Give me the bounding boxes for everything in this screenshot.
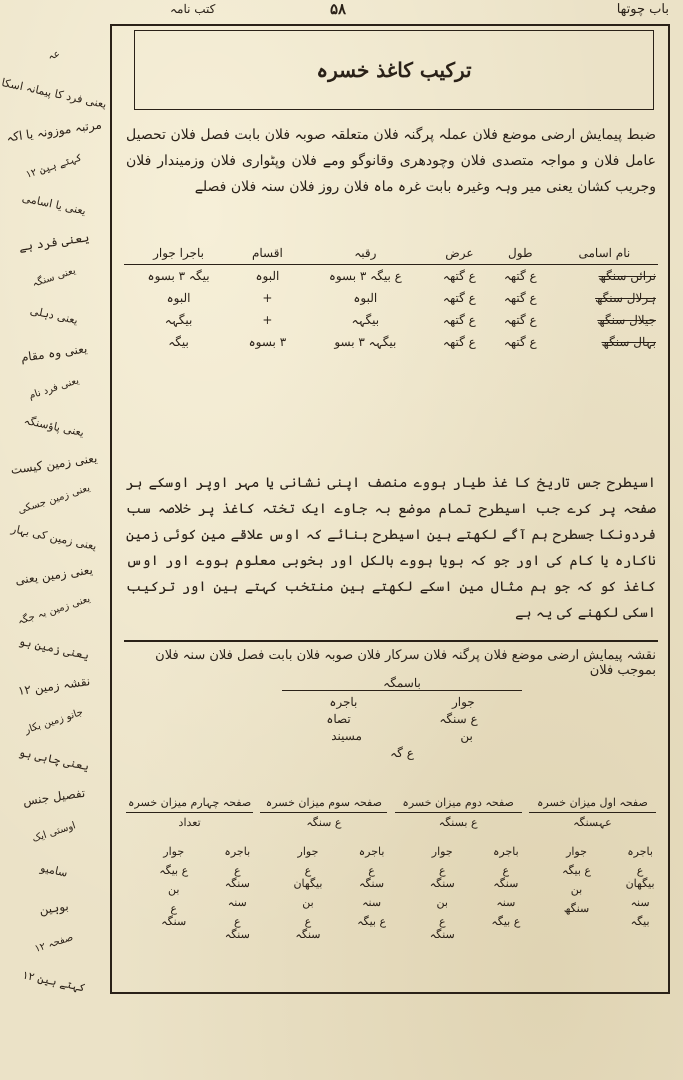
margin-note: یعنی زمین ہو — [17, 634, 91, 663]
page-header — [0, 0, 683, 22]
table-cell: ع گتھہ — [442, 335, 476, 349]
header-book-title: کتب نامہ — [170, 2, 216, 16]
table-cell: ع بیگہ ۳ بسوہ — [328, 269, 402, 283]
summary-cell: تصاہ — [326, 712, 351, 726]
table-cell: البوہ — [255, 269, 280, 283]
margin-note: تفصیل جنس — [21, 785, 87, 809]
summary-row — [282, 712, 522, 726]
body-paragraph: اسیطرح جس تاریخ کا غذ طیار ہووے منصف اپنی نشانی یا مہر اوپر اوسکے ہر صفحہ پر کرے جب اسیطرح تمام موضع بہ جاوے ایک تختہ کاغذ پر خلاصہ سب فردونکا جسطرح ہم آگے لکھتے ہین اسیطرح بنائے کہ اوس علاقے مین کوئی زمین ناکارہ یا کام کی اور جو کہ بویا ہووے بالکل اور بخوبی معلوم ہووے اور اوس کاغذ کو کہ جو ہم مثال مین اسکے لکھتے ہین منتخب کہتے ہین اور ترکیب اسکی لکھنے کی یہ ہے — [126, 475, 656, 621]
table-header: نام اسامی — [551, 242, 658, 265]
section-divider — [124, 640, 658, 642]
table-cell: البوہ — [353, 291, 378, 305]
totals-cell: باجرہ — [358, 845, 385, 858]
totals-cell: ع بیگھان — [625, 864, 655, 890]
margin-note: یعنی زمین یعنی — [14, 562, 94, 588]
margin-note: یعنی فرد نام — [27, 375, 81, 402]
margin-note: جانو زمین بکار — [23, 706, 85, 737]
table-cell: ع گتھہ — [442, 291, 476, 305]
totals-cell: ع سنگہ — [224, 915, 250, 941]
table-row — [124, 287, 658, 309]
margin-notes — [2, 30, 106, 1030]
title-box — [134, 30, 654, 110]
summary-block — [282, 676, 522, 763]
header-page-number: ۵۸ — [330, 0, 347, 18]
totals-cell: جوار — [431, 845, 453, 858]
margin-note: کہتے ہین ۱۲ — [24, 152, 84, 181]
row-name: بہال سنگھ — [601, 335, 656, 349]
totals-cell: بیگہ — [630, 915, 650, 928]
totals-cell: سنگھ — [563, 902, 590, 915]
table-cell: ع گتھہ — [503, 335, 537, 349]
totals-cell: ع بیگہ — [562, 864, 591, 877]
summary-cell: جوار — [451, 695, 475, 709]
margin-note: یعنی زمین کی بہار — [10, 522, 98, 553]
totals-cell: باجرہ — [492, 845, 519, 858]
totals-column-sub: عہسنگہ — [573, 816, 612, 829]
table-cell: ع گتھہ — [503, 313, 537, 327]
totals-cell: بن — [436, 896, 448, 909]
row-name: نرائن سنگھ — [598, 269, 656, 283]
margin-note: صفحہ ۱۲ — [33, 932, 75, 955]
table-header: اقسام — [233, 242, 302, 265]
table-row — [124, 265, 658, 288]
totals-column-sub: تعداد — [178, 816, 201, 829]
totals-column-head: صفحہ سوم میزان خسرہ — [260, 796, 387, 813]
summary-cell: ع سنگہ — [439, 712, 478, 726]
table-cell: بیگہہ — [351, 313, 380, 327]
margin-note: بوہین — [38, 899, 70, 917]
totals-cell: جوار — [566, 845, 587, 858]
summary-heading: نقشہ پیمایش ارضی موضع فلان پرگنہ فلان سرکار فلان صوبہ فلان بابت فصل فلان سنہ فلان بموجب فلان — [155, 648, 656, 678]
margin-note: اوستی ایک — [30, 820, 78, 845]
summary-cell: باجرہ — [329, 695, 358, 709]
totals-cell: سنہ — [496, 896, 516, 909]
margin-note: یعنی فرد ہے — [17, 230, 91, 254]
table-cell: بیگہ — [168, 335, 189, 349]
intro-paragraph: ضبط پیمایش ارضی موضع فلان عملہ پرگنہ فلان متعلقہ صوبہ فلان بابت فصل فلان تحصیل عامل فلان و مواجہ متصدی فلان وچودھری وقانوگو ومے فلان وپٹواری فلان وزمیندار فلان وجریب کشان یعنی میر وہہ وغیرہ بابت غرہ ماہ فلان روز فلان سنہ فلان فصلے — [126, 127, 656, 195]
totals-cell: ع سنگہ — [224, 864, 250, 890]
totals-cell: بن — [570, 883, 583, 896]
table-cell: ع گتھہ — [503, 269, 537, 283]
totals-cell: ع بیگہ — [491, 915, 521, 928]
totals-column-head: صفحہ اول میزان خسرہ — [529, 796, 656, 813]
margin-note: مرتبہ موزونہ یا اکہ — [5, 117, 103, 145]
margin-note: نقشہ زمین ۱۲ — [17, 674, 91, 698]
table-header-row — [124, 242, 658, 265]
totals-column — [260, 796, 387, 947]
margin-note: یعنی یا اسامی — [20, 191, 88, 218]
margin-note: یعنی فرد کا پیمانہ اسکا — [0, 76, 108, 111]
document-title: ترکیب کاغذ خسرہ — [316, 58, 472, 82]
totals-cell: بن — [167, 883, 180, 896]
document-frame — [110, 24, 670, 994]
summary-cell: ع گہ — [390, 746, 414, 760]
totals-cell: سنہ — [362, 896, 382, 909]
totals-cell: ع سنگہ — [295, 915, 321, 941]
table-header: عرض — [429, 242, 490, 265]
summary-row — [282, 695, 522, 709]
table-cell: بیگہہ — [164, 313, 193, 327]
margin-note: یعنی زمین کیست — [9, 451, 99, 477]
totals-cell: جوار — [163, 845, 185, 858]
table-cell: ع گتھہ — [442, 269, 476, 283]
totals-cell: ع سنگہ — [359, 864, 385, 890]
row-name: ہرلال سنگھ — [595, 291, 656, 305]
table-header: رقبہ — [302, 242, 429, 265]
summary-row — [282, 746, 522, 760]
page-totals-table — [126, 796, 656, 947]
totals-cell: ع بیگہ — [159, 864, 189, 877]
table-row — [124, 309, 658, 331]
margin-note: یعنی سنگہ — [30, 265, 78, 290]
totals-column — [529, 796, 656, 947]
margin-note: یعنی پاؤسنگہ — [22, 413, 86, 440]
table-row — [124, 331, 658, 353]
summary-cell: مسیند — [331, 729, 362, 743]
totals-cell: باجرہ — [224, 845, 251, 858]
summary-row — [282, 729, 522, 743]
summary-cell: بن — [460, 729, 473, 743]
totals-cell: ع سنگہ — [493, 864, 519, 890]
table-header: طول — [490, 242, 551, 265]
summary-block-header: باسمگہ — [282, 676, 522, 691]
table-cell: بیگہ ۳ بسوہ — [147, 269, 210, 283]
table-header: باجرا جوار — [124, 242, 233, 265]
totals-column-sub: ع سنگہ — [306, 816, 342, 829]
totals-cell: ع سنگہ — [161, 902, 187, 928]
table-cell: ع گتھہ — [503, 291, 537, 305]
table-cell: + — [262, 291, 273, 305]
table-cell: ع گتھہ — [442, 313, 476, 327]
totals-cell: سنہ — [227, 896, 247, 909]
margin-note: یعنی وہ مقام — [19, 341, 89, 365]
totals-column-head: صفحہ چہارم میزان خسرہ — [126, 796, 253, 813]
totals-column-head: صفحہ دوم میزان خسرہ — [395, 796, 522, 813]
totals-column — [126, 796, 253, 947]
margin-note: سامیو — [39, 861, 69, 880]
totals-cell: باجرہ — [627, 845, 653, 858]
totals-column-sub: ع بسنگہ — [438, 816, 478, 829]
totals-cell: ع سنگہ — [429, 864, 455, 890]
row-name: جیلال سنگھ — [597, 313, 656, 327]
margin-note: یعنی دہلی — [28, 304, 80, 327]
margin-note: عہ — [46, 48, 62, 63]
table-cell: + — [262, 313, 273, 327]
header-chapter: باب چوتھا — [616, 2, 669, 17]
totals-cell: جوار — [297, 845, 319, 858]
totals-cell: ع بیگہ — [357, 915, 387, 928]
totals-cell: ع بیگھان — [293, 864, 323, 890]
margin-note: یعنی زمین بہ جگہ — [16, 593, 92, 628]
table-cell: بیگہہ ۳ بسو — [334, 335, 397, 349]
totals-cell: سنہ — [630, 896, 650, 909]
measurement-table — [124, 242, 658, 462]
totals-column — [395, 796, 522, 947]
margin-note: یعنی چاہی ہو — [17, 745, 91, 774]
totals-cell: ع سنگہ — [429, 915, 455, 941]
margin-note: کہتے ہین ۱۲ — [21, 968, 87, 995]
table-cell: ۳ بسوہ — [248, 335, 287, 349]
margin-note: یعنی زمین جسکی — [16, 482, 92, 517]
totals-cell: بن — [302, 896, 314, 909]
table-cell: البوہ — [166, 291, 191, 305]
